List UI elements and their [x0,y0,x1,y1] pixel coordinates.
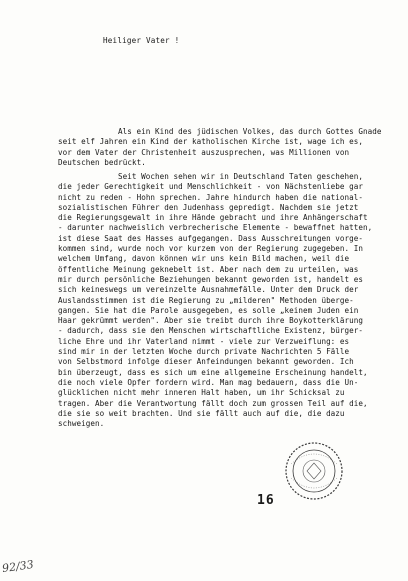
text-line: vor dem Vater der Christenheit auszusprechen, was Millionen von [58,147,350,157]
text-line: öffentliche Meinung geknebelt ist. Aber nach dem zu urteilen, was [58,264,359,274]
text-line: liche Ehre und ihr Vaterland nimmt - viele zur Verzweiflung: es [58,336,350,346]
text-line: kommen sind, wurde noch vor kurzem von der Regierung zugegeben. In [58,244,364,254]
paragraph-2 [58,172,373,429]
text-line: Haar gekrümmt werden". Aber sie treibt durch ihre Boykotterklärung [58,316,364,326]
text-line: sich keineswegs um vereinzelte Ausnahmefälle. Unter dem Druck der [58,285,359,295]
text-line: die jeder Gerechtigkeit und Menschlichkeit - von Nächstenliebe gar [58,182,364,192]
text-line: von Selbstmord infolge dieser Anfeindungen bekannt geworden. Ich [58,357,354,367]
text-line: tragen. Aber die Verantwortung fällt doch zum grossen Teil auf die, [58,398,368,408]
text-line: sind mir in der letzten Woche durch private Nachrichten 5 Fälle [58,347,350,357]
text-line: sozialistischen Führer den Judenhass gepredigt. Nachdem sie jetzt [58,202,359,212]
salutation: Heiliger Vater ! [103,36,180,45]
text-line: bin überzeugt, dass es sich um eine allgemeine Erscheinung handelt, [58,367,368,377]
text-line: die noch viele Opfer fordern wird. Man mag bedauern, dass die Un- [58,377,359,387]
text-line: gangen. Sie hat die Parole ausgegeben, es solle „keinem Juden ein [58,305,359,315]
text-line: - darunter nachweislich verbrecherische Elemente - bewaffnet hatten, [58,223,373,233]
text-line: Deutschen bedrückt. [58,157,146,167]
text-line: Auslandsstimmen ist die Regierung zu „milderen" Methoden überge- [58,295,354,305]
text-line: ist diese Saat des Hasses aufgegangen. Dass Ausschreitungen vorge- [58,233,364,243]
paragraph-1 [58,127,382,168]
text-line: Als ein Kind des jüdischen Volkes, das durch Gottes Gnade [118,127,382,136]
text-line: mir durch persönliche Beziehungen bekannt geworden ist, handelt es [58,274,364,284]
text-line: schweigen. [58,419,105,429]
text-line: die Regierungsgewalt in ihre Hände gebracht und ihre Anhängerschaft [58,213,368,223]
text-line: glücklichen nicht mehr inneren Halt haben, um ihr Schicksal zu [58,388,345,398]
page-number: 16 [257,493,275,508]
archive-seal-icon [283,440,345,506]
text-line: - dadurch, dass sie den Menschen wirtschaftliche Existenz, bürger- [58,326,364,336]
text-line: nicht zu reden - Hohn sprechen. Jahre hindurch haben die national- [58,192,364,202]
pencil-mark: 92/33 [1,557,35,576]
text-line: welchem Umfang, davon können wir uns kein Bild machen, weil die [58,254,350,264]
text-line: Seit Wochen sehen wir in Deutschland Taten geschehen, [118,172,363,181]
text-line: seit elf Jahren ein Kind der katholischen Kirche ist, wage ich es, [58,137,364,147]
text-line: die sie so weit brachten. Und sie fällt auch auf die, die dazu [58,408,345,418]
